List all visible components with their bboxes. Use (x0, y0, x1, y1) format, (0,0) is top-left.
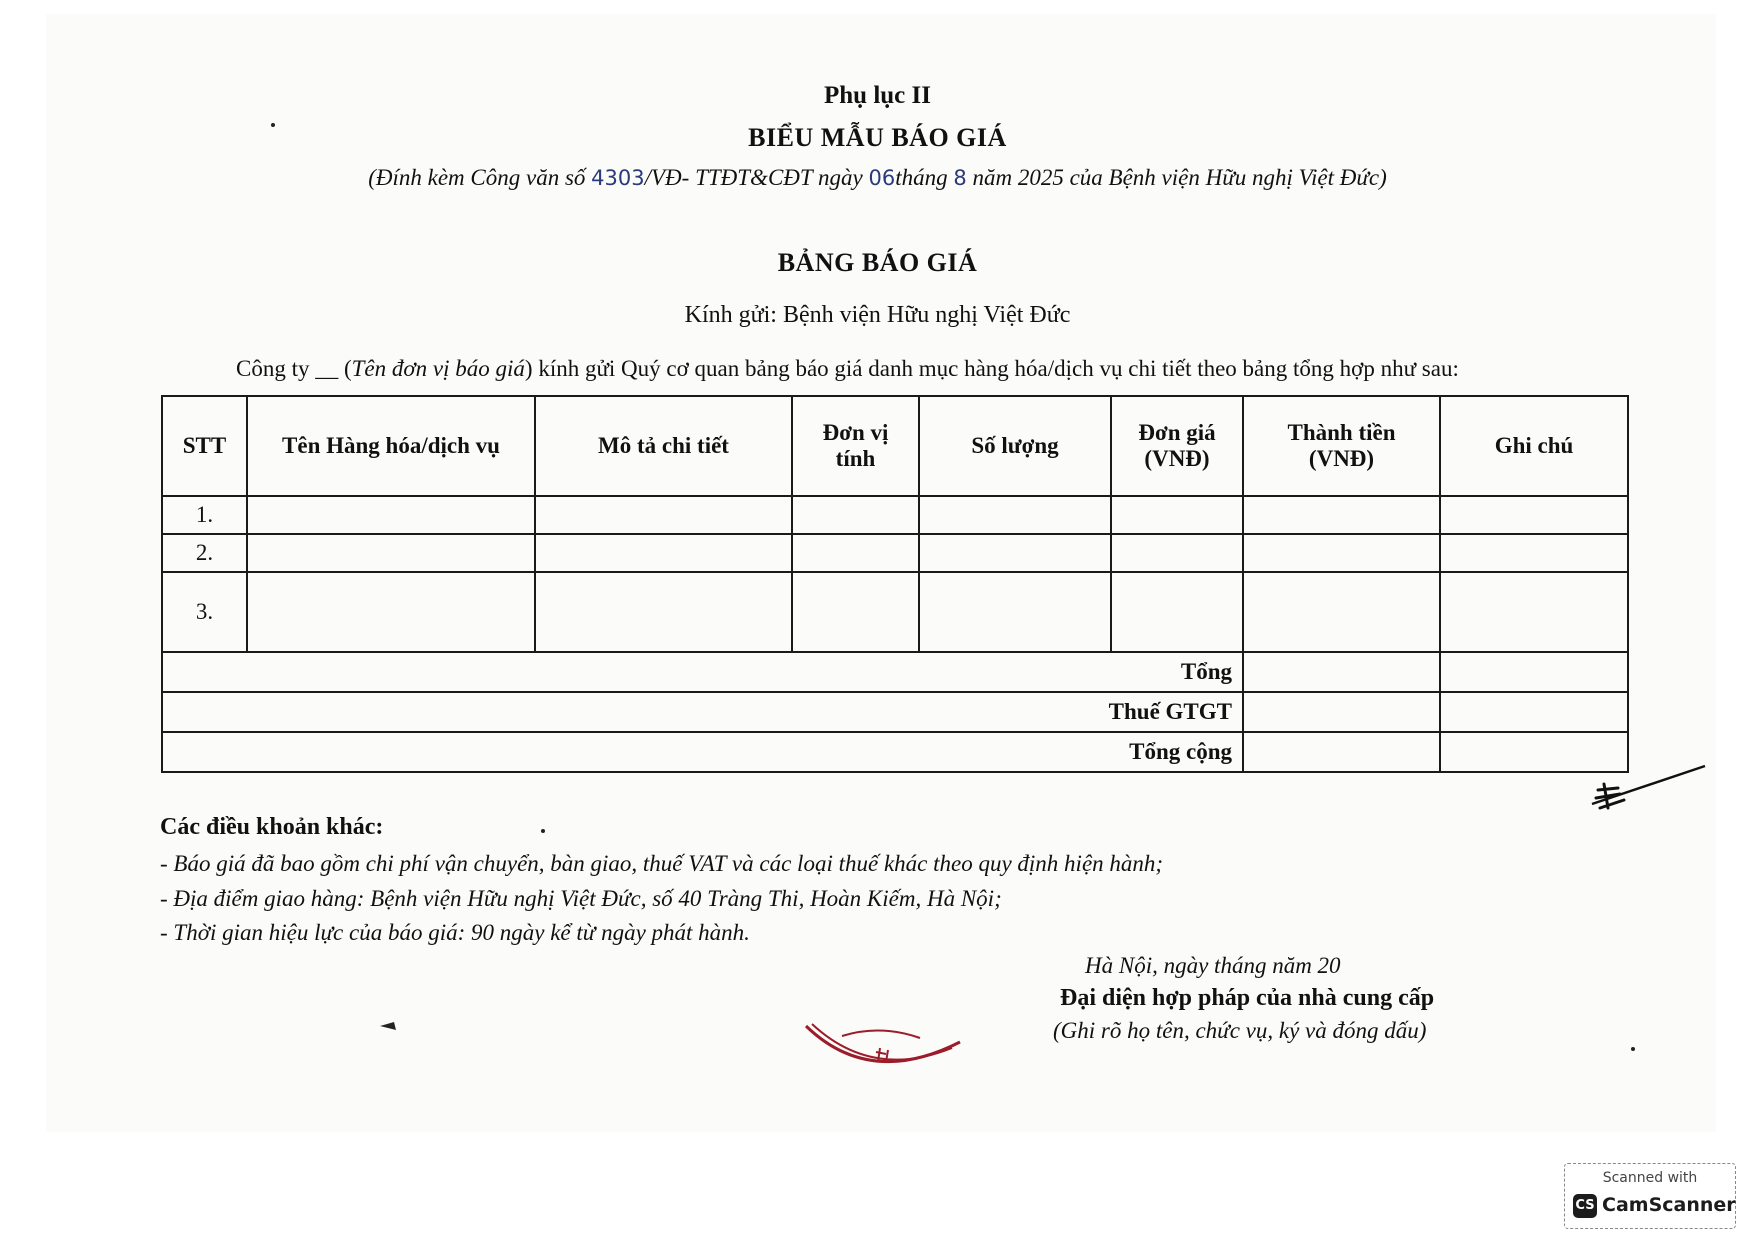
term-item: - Thời gian hiệu lực của báo giá: 90 ngày kể từ ngày phát hành. (160, 920, 750, 945)
attachment-doc-suffix: /VĐ- TTĐT&CĐT ngày (644, 165, 863, 190)
scan-dot (540, 828, 546, 834)
form-title: BIỂU MẪU BÁO GIÁ (748, 123, 1007, 152)
header-amount-line2: (VNĐ) (1308, 446, 1375, 471)
header-price-line1: Đơn giá (1138, 420, 1216, 445)
header-price-line2: (VNĐ) (1144, 446, 1210, 471)
cell-description[interactable] (535, 534, 792, 572)
table-row (162, 572, 1628, 652)
vat-amount-cell[interactable] (1243, 692, 1440, 732)
header-name: Tên Hàng hóa/dịch vụ (247, 396, 535, 496)
attachment-prefix: (Đính kèm Công văn số (368, 165, 586, 190)
row-number: 3. (162, 572, 247, 652)
cell-name[interactable] (247, 496, 535, 534)
header-stt: STT (162, 396, 247, 496)
cell-quantity[interactable] (919, 534, 1111, 572)
attachment-month-label: tháng (895, 165, 948, 190)
cell-description[interactable] (535, 496, 792, 534)
header-amount (1243, 396, 1440, 496)
cell-unit[interactable] (792, 534, 919, 572)
header-unit-price (1111, 396, 1243, 496)
row-number: 1. (162, 496, 247, 534)
total-label: Tổng (162, 652, 1243, 692)
scan-speck (378, 1020, 398, 1034)
row-number: 2. (162, 534, 247, 572)
handwritten-doc-number: 4303 (591, 166, 645, 190)
grand-total-amount-cell[interactable] (1243, 732, 1440, 772)
table-header-row (162, 396, 1628, 496)
camscanner-watermark (1564, 1163, 1736, 1229)
signature-title: Đại diện hợp pháp của nhà cung cấp (1060, 985, 1435, 1011)
cell-unit[interactable] (792, 496, 919, 534)
cell-amount[interactable] (1243, 534, 1440, 572)
cell-unit-price[interactable] (1111, 496, 1243, 534)
attachment-rest: năm 2025 của Bệnh viện Hữu nghị Việt Đức) (972, 165, 1387, 190)
intro-paragraph (236, 356, 1459, 382)
watermark-caption: Scanned with (1602, 1170, 1698, 1186)
total-row (162, 652, 1628, 692)
watermark-brand: CamScanner (1602, 1194, 1736, 1216)
header-description: Mô tả chi tiết (535, 396, 792, 496)
handwritten-month: 8 (953, 166, 967, 190)
grand-total-label: Tổng cộng (162, 732, 1243, 772)
cell-note[interactable] (1440, 572, 1628, 652)
table-row (162, 534, 1628, 572)
terms-title: Các điều khoản khác: (160, 814, 384, 840)
header-note: Ghi chú (1440, 396, 1628, 496)
vat-row (162, 692, 1628, 732)
cell-unit-price[interactable] (1111, 534, 1243, 572)
camscanner-logo-icon: CS (1573, 1194, 1597, 1218)
term-item: - Báo giá đã bao gồm chi phí vận chuyển, bàn giao, thuế VAT và các loại thuế khác theo quy định hiện hành; (160, 851, 1164, 876)
cell-name[interactable] (247, 534, 535, 572)
appendix-label: Phụ lục II (824, 82, 931, 109)
cell-note[interactable] (1440, 534, 1628, 572)
signature-note: (Ghi rõ họ tên, chức vụ, ký và đóng dấu) (1053, 1018, 1427, 1043)
table-row (162, 496, 1628, 534)
cell-description[interactable] (535, 572, 792, 652)
scan-dot (1630, 1046, 1636, 1052)
header-unit-line1: Đơn vị (822, 420, 889, 445)
attachment-reference (0, 165, 1755, 191)
addressee: Kính gửi: Bệnh viện Hữu nghị Việt Đức (684, 302, 1071, 328)
quote-title: BẢNG BÁO GIÁ (777, 248, 978, 277)
intro-lead: Công ty __ ( (236, 356, 352, 381)
handwritten-day: 06 (868, 166, 896, 190)
signature-date-line: Hà Nội, ngày tháng năm 20 (1085, 953, 1341, 978)
cell-name[interactable] (247, 572, 535, 652)
cell-unit[interactable] (792, 572, 919, 652)
grand-total-row (162, 732, 1628, 772)
quotation-table (161, 395, 1629, 773)
total-amount-cell[interactable] (1243, 652, 1440, 692)
initials-signature-mark (1590, 760, 1710, 816)
cell-amount[interactable] (1243, 496, 1440, 534)
header-quantity: Số lượng (919, 396, 1111, 496)
cell-note[interactable] (1440, 496, 1628, 534)
header-unit (792, 396, 919, 496)
intro-unit-placeholder: Tên đơn vị báo giá (351, 356, 525, 381)
term-item: - Địa điểm giao hàng: Bệnh viện Hữu nghị Việt Đức, số 40 Tràng Thi, Hoàn Kiếm, Hà Nội; (160, 886, 1002, 911)
total-note-cell[interactable] (1440, 652, 1628, 692)
vat-note-cell[interactable] (1440, 692, 1628, 732)
vat-label: Thuế GTGT (162, 692, 1243, 732)
cell-quantity[interactable] (919, 496, 1111, 534)
scan-dot (270, 122, 276, 128)
header-amount-line1: Thành tiền (1287, 420, 1396, 445)
header-unit-line2: tính (835, 446, 876, 471)
cell-amount[interactable] (1243, 572, 1440, 652)
cell-unit-price[interactable] (1111, 572, 1243, 652)
stamp-fragment (800, 1018, 970, 1078)
intro-tail: ) kính gửi Quý cơ quan bảng báo giá danh mục hàng hóa/dịch vụ chi tiết theo bảng tổng hợp như sau: (524, 356, 1459, 381)
cell-quantity[interactable] (919, 572, 1111, 652)
